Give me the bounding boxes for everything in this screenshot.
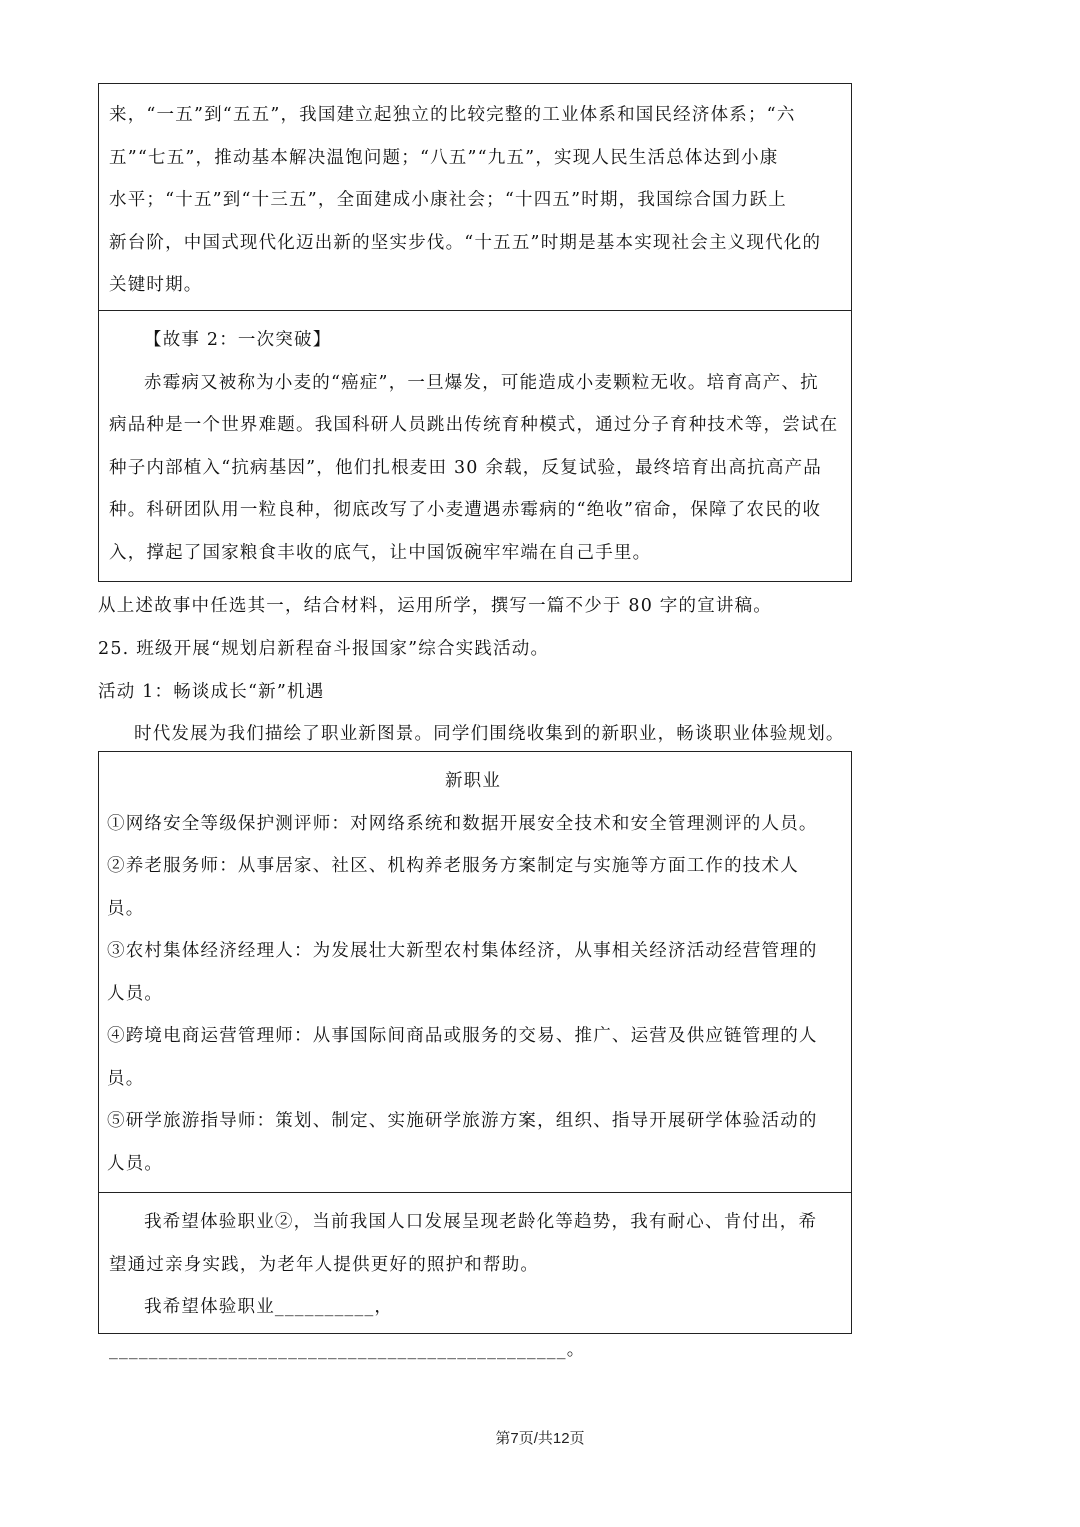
question-25-title: 25. 班级开展“规划启新程奋斗报国家”综合实践活动。 — [98, 639, 550, 659]
story1-line: 水平；“十五”到“十三五”，全面建成小康社会；“十四五”时期，我国综合国力跃上 — [109, 190, 787, 210]
example-line: 我希望体验职业②，当前我国人口发展呈现老龄化等趋势，我有耐心、肯付出，希 — [144, 1212, 818, 1232]
page-number: 第7页/共12页 — [495, 1430, 585, 1447]
example-line: 望通过亲身实践，为老年人提供更好的照护和帮助。 — [109, 1254, 540, 1275]
activity-1-intro: 时代发展为我们描绘了职业新图景。同学们围绕收集到的新职业，畅谈职业体验规划。 — [134, 724, 845, 744]
job-item: 员。 — [107, 1068, 145, 1089]
story1-line: 来，“一五”到“五五”，我国建立起独立的比较完整的工业体系和国民经济体系；“六 — [109, 105, 796, 125]
task-instruction: 从上述故事中任选其一，结合材料，运用所学，撰写一篇不少于 80 字的宣讲稿。 — [98, 596, 772, 616]
story2-line: 入，撑起了国家粮食丰收的底气，让中国饭碗牢牢端在自己手里。 — [109, 542, 652, 563]
new-jobs-box — [98, 751, 852, 1193]
story1-line: 新台阶，中国式现代化迈出新的坚实步伐。“十五五”时期是基本实现社会主义现代化的 — [109, 232, 822, 253]
job-item: ①网络安全等级保护测评师：对网络系统和数据开展安全技术和安全管理测评的人员。 — [107, 813, 818, 834]
story2-line: 病品种是一个世界难题。我国科研人员跳出传统育种模式，通过分子育种技术等，尝试在 — [109, 415, 839, 435]
story2-box — [98, 310, 852, 582]
story1-line: 五”“七五”，推动基本解决温饱问题；“八五”“九五”，实现人民生活总体达到小康 — [109, 147, 779, 168]
job-item: ④跨境电商运营管理师：从事国际间商品或服务的交易、推广、运营及供应链管理的人 — [107, 1026, 818, 1046]
job-item: 员。 — [107, 898, 145, 919]
story2-line: 种子内部植入“抗病基因”，他们扎根麦田 30 余载，反复试验，最终培育出高抗高产品 — [109, 457, 822, 478]
story1-box — [98, 83, 852, 311]
new-jobs-title: 新职业 — [444, 771, 502, 791]
fill-in-blank[interactable]: 我希望体验职业__________，______________________________________________。 — [109, 1297, 586, 1360]
story1-line: 关键时期。 — [109, 275, 203, 295]
job-item: ③农村集体经济经理人：为发展壮大新型农村集体经济，从事相关经济活动经营管理的 — [107, 941, 818, 961]
job-item: 人员。 — [107, 983, 164, 1004]
story2-line: 赤霉病又被称为小麦的“癌症”，一旦爆发，可能造成小麦颗粒无收。培育高产、抗 — [144, 372, 819, 393]
job-item: ②养老服务师：从事居家、社区、机构养老服务方案制定与实施等方面工作的技术人 — [107, 856, 799, 876]
story2-title: 【故事 2：一次突破】 — [144, 330, 332, 350]
activity-1-title: 活动 1：畅谈成长“新”机遇 — [98, 682, 325, 702]
job-item: ⑤研学旅游指导师：策划、制定、实施研学旅游方案，组织、指导开展研学体验活动的 — [107, 1111, 818, 1131]
answer-box — [98, 1192, 852, 1360]
job-item: 人员。 — [107, 1153, 164, 1174]
story2-line: 种。科研团队用一粒良种，彻底改写了小麦遭遇赤霉病的“绝收”宿命，保障了农民的收 — [109, 500, 822, 520]
